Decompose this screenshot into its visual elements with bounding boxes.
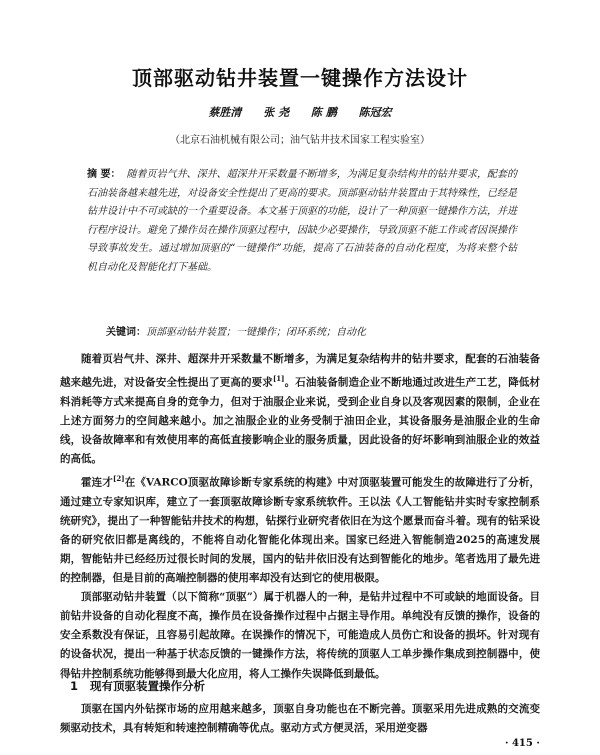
- paragraph: [60, 469, 540, 588]
- body-text: [60, 350, 540, 684]
- paragraph-text: 顶部驱动钻井装置（以下简称“顶驱”）属于机器人的一种，是钻井过程中不可或缺的地面设备。目前钻井设备的自动化程度不高，操作员在设备操作过程中占据主导作用。单纯没有反馈的操作，设备的安全系数没有保证，且容易引起故障。在误操作的情况下，可能造成人员伤亡和设备的损坏。针对现有的设备状况，提出一种基于状态反馈的一键操作方法，将传统的顶驱人工单步操作集成到控制器中，使得钻井控制系统功能够得到最大化应用，将人工操作失误降低到最低。: [60, 591, 540, 680]
- author-list: [0, 104, 600, 120]
- paragraph-text: 。石油装备制造企业不断地通过改进生产工艺，降低材料消耗等方式来提高自身的竞争力，但对于油服企业来说，受到企业自身以及客观因素的限制，企业在上述方面努力的空间越来越小。加之油服企业的业务受制于油田企业，其设备服务是油服企业的生命线，设备故障率和有效使用率的高低直接影响企业的服务质量，因此设备的好坏影响到油服企业的效益的高低。: [60, 376, 541, 465]
- author-name: 张 尧: [263, 106, 290, 119]
- author-name: 陈 鹏: [310, 106, 337, 119]
- section-title: 现有顶驱装置操作分析: [90, 679, 206, 693]
- affiliation: （北京石油机械有限公司；油气钻井技术国家工程实验室）: [170, 135, 430, 146]
- keywords: [106, 323, 526, 338]
- paragraph-text: 霍连才: [81, 476, 114, 489]
- author-name: 蔡胜清: [208, 106, 242, 119]
- paragraph: [60, 350, 540, 469]
- keywords-text: 顶部驱动钻井装置；一键操作；闭环系统；自动化: [146, 327, 366, 338]
- section-number: 1: [70, 679, 79, 693]
- citation[interactable]: [2]: [113, 474, 125, 484]
- page-number: · 415 ·: [505, 738, 540, 749]
- abstract-label: 摘 要：: [87, 169, 121, 180]
- paper-title: 顶部驱动钻井装置一键操作方法设计: [132, 66, 468, 90]
- paragraph: 顶驱在国内外钻探市场的应用越来越多，顶驱自身功能也在不断完善。顶驱采用先进成熟的交流变频驱动技术，具有转矩和转速控制精确等优点。驱动方式方便灵活，采用逆变器: [60, 703, 540, 735]
- citation[interactable]: [1]: [272, 374, 285, 384]
- abstract: [87, 166, 517, 278]
- paragraph-text: 在《VARCO顶驱故障诊断专家系统的构建》中对顶驱装置可能发生的故障进行了分析，通过建立专家知识库，建立了一套顶驱故障诊断专家系统软件。王以法《人工智能钻井实时专家控制系统研究》，提出了一种智能钻井技术的构想，钻探行业研究者依旧在为这个愿景而奋斗着。现有的钻采设备的研究依旧都是离线的，不能将自动化智能化体现出来。国家已经进入智能制造2025的高速发展期，智能钻井已经经历过很长时间的发展，国内的钻井依旧没有达到智能化的地步。笔者选用了最先进的控制器，但是目前的高端控制器的使用率却没有达到它的使用极限。: [60, 476, 540, 585]
- paragraph: [60, 588, 540, 683]
- abstract-text: 随着页岩气井、深井、超深井开采数量不断增多，为满足复杂结构井的钻井要求，配套的石油装备越来越先进，对设备安全性提出了更高的要求。顶部驱动钻井装置由于其特殊性，已经是钻井设计中不可或缺的一个重要设备。本文基于顶驱的功能，设计了一种顶驱一键操作方法，并进行程序设计。避免了操作员在操作顶驱过程中，因缺少必要操作，导致顶驱不能工作或者因误操作导致事故发生。通过增加顶驱的“一键操作”功能，提高了石油装备的自动化程度，为将来整个钻机自动化及智能化打下基础。: [87, 169, 517, 273]
- paragraph-text: 随着页岩气井、深井、超深井开采数量不断增多，为满足复杂结构井的钻井要求，配套的石油装备越来越先进，对设备安全性提出了更高的要求: [60, 353, 540, 389]
- section-heading: [70, 678, 205, 694]
- author-name: 陈冠宏: [358, 106, 392, 119]
- keywords-label: 关键词：: [106, 327, 146, 338]
